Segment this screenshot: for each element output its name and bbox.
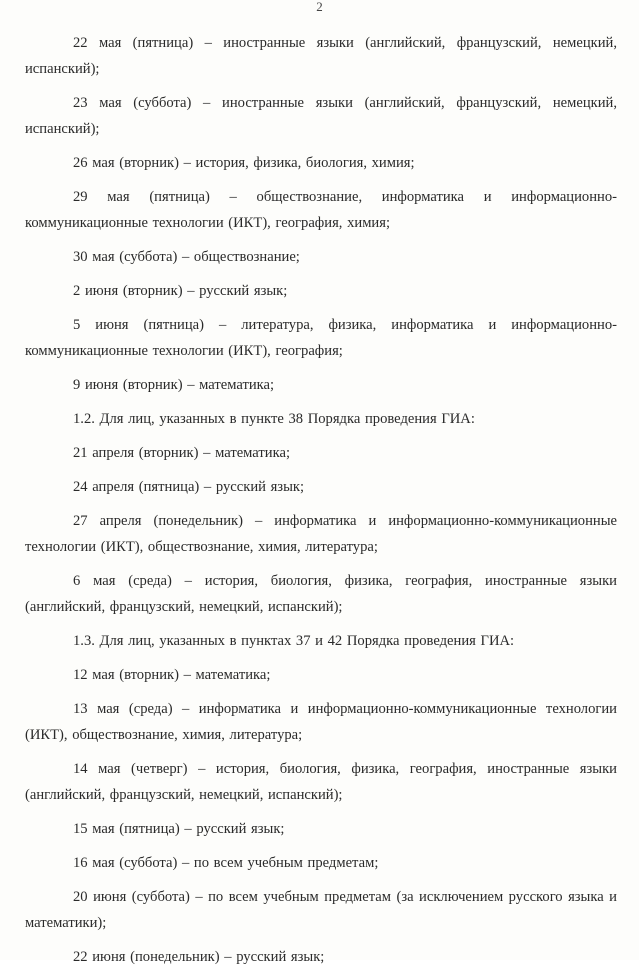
paragraph: 20 июня (суббота) – по всем учебным предметам (за исключением русского языка и математики); <box>25 889 617 931</box>
paragraph: 14 мая (четверг) – история, биология, физика, география, иностранные языки (английский, французский, немецкий, испанский); <box>25 761 617 803</box>
paragraph: 9 июня (вторник) – математика; <box>73 377 275 393</box>
paragraph: 24 апреля (пятница) – русский язык; <box>73 479 305 495</box>
document-body <box>25 30 617 978</box>
paragraph: 12 мая (вторник) – математика; <box>73 667 271 683</box>
paragraph: 5 июня (пятница) – литература, физика, информатика и информационно-коммуникационные технологии (ИКТ), география; <box>25 317 617 359</box>
section-heading: 1.3. Для лиц, указанных в пунктах 37 и 42 Порядка проведения ГИА: <box>73 633 515 649</box>
paragraph: 6 мая (среда) – история, биология, физика, география, иностранные языки (английский, французский, немецкий, испанский); <box>25 573 617 615</box>
paragraph: 2 июня (вторник) – русский язык; <box>73 283 288 299</box>
page-number: 2 <box>316 0 323 14</box>
paragraph: 16 мая (суббота) – по всем учебным предметам; <box>73 855 379 871</box>
section-heading: 1.2. Для лиц, указанных в пункте 38 Порядка проведения ГИА: <box>73 411 475 427</box>
paragraph: 29 мая (пятница) – обществознание, информатика и информационно-коммуникационные технологии (ИКТ), география, химия; <box>25 189 617 231</box>
paragraph: 30 мая (суббота) – обществознание; <box>73 249 300 265</box>
paragraph: 26 мая (вторник) – история, физика, биология, химия; <box>73 155 415 171</box>
paragraph: 21 апреля (вторник) – математика; <box>73 445 290 461</box>
paragraph: 22 мая (пятница) – иностранные языки (английский, французский, немецкий, испанский); <box>25 35 617 77</box>
paragraph: 23 мая (суббота) – иностранные языки (английский, французский, немецкий, испанский); <box>25 95 617 137</box>
paragraph: 13 мая (среда) – информатика и информационно-коммуникационные технологии (ИКТ), обществознание, химия, литература; <box>25 701 617 743</box>
paragraph: 27 апреля (понедельник) – информатика и информационно-коммуникационные технологии (ИКТ), обществознание, химия, литература; <box>25 513 617 555</box>
paragraph: 22 июня (понедельник) – русский язык; <box>73 949 325 965</box>
paragraph: 15 мая (пятница) – русский язык; <box>73 821 285 837</box>
